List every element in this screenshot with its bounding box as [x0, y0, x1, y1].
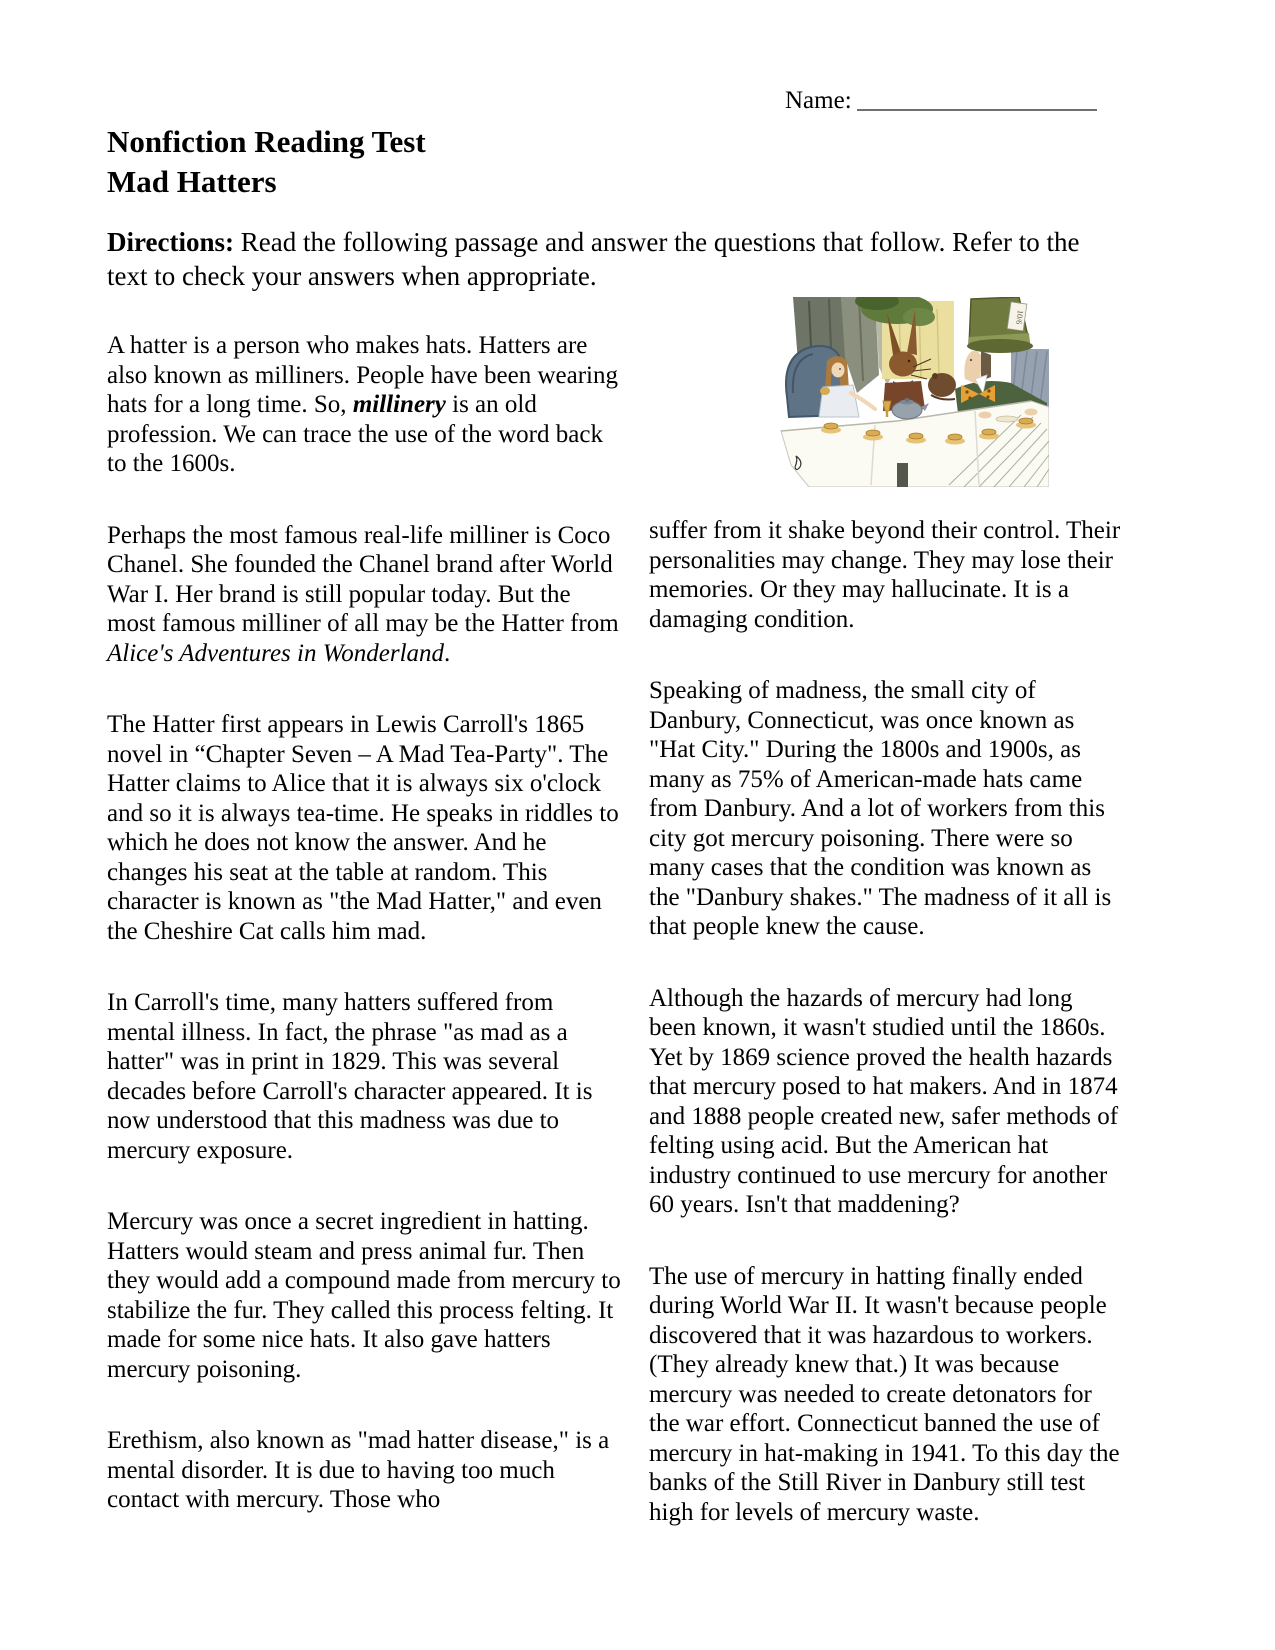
- svg-text:10/6: 10/6: [1014, 309, 1025, 325]
- passage-columns: [107, 293, 1122, 1527]
- left-column: [107, 293, 625, 1527]
- title-line-2: Mad Hatters: [107, 164, 277, 199]
- directions-label: Directions:: [107, 227, 234, 257]
- paragraph-mercury-felting: Mercury was once a secret ingredient in hatting. Hatters would steam and press animal fur. Then they would add a compound made from mercury to stabilize the fur. They called this process felting. It made for some nice hats. It also gave hatters mercury poisoning.: [107, 1208, 621, 1383]
- paragraph-text: A hatter is a person who makes hats. Hatters are also known as milliners. People have been wearing hats for a long time. So,: [107, 332, 618, 418]
- bread-plate: [996, 416, 1018, 422]
- name-label: Name:: [785, 87, 852, 114]
- paragraph-text: Perhaps the most famous real-life milliner is Coco Chanel. She founded the Chanel brand after World War I. Her brand is still popular today. But the most famous milliner of all may be the Hatter from: [107, 521, 619, 637]
- paragraph-coco-chanel: [107, 521, 625, 669]
- page-title: [107, 122, 1122, 202]
- paragraph-text: is an old profession. We can trace the use of the word back to the 1600s.: [107, 391, 603, 477]
- title-line-1: Nonfiction Reading Test: [107, 124, 426, 159]
- paragraph-hatter-definition: [107, 331, 625, 479]
- paragraph-mad-as-a-hatter: In Carroll's time, many hatters suffered from mental illness. In fact, the phrase "as mad as a hatter" was in print in 1829. This was several decades before Carroll's character appeared. It is now understood that this madness was due to mercury exposure.: [107, 989, 593, 1164]
- paragraph-mad-tea-party: The Hatter first appears in Lewis Carroll's 1865 novel in “Chapter Seven – A Mad Tea-Party". The Hatter claims to Alice that it is always six o'clock and so it is always tea-time. He speaks in riddles to which he does not know the answer. And he changes his seat at the table at random. This character is known as "the Mad Hatter," and even the Cheshire Cat calls him mad.: [107, 711, 619, 945]
- millinery-term: millinery: [352, 391, 446, 418]
- directions-text: Read the following passage and answer the questions that follow. Refer to the text to check your answers when appropriate.: [107, 227, 1080, 291]
- paragraph-erethism-symptoms: suffer from it shake beyond their control. Their personalities may change. They may lose their memories. Or they may hallucinate. It is a damaging condition.: [649, 517, 1121, 633]
- right-column: [649, 293, 1121, 1527]
- hat-price-tag: [1007, 302, 1027, 331]
- name-row: [107, 86, 1122, 116]
- paragraph-erethism: Erethism, also known as "mad hatter disease," is a mental disorder. It is due to having too much contact with mercury. Those who: [107, 1427, 610, 1513]
- tea-party-illustration: [779, 297, 1049, 487]
- name-blank-line: [857, 109, 1097, 111]
- book-title: Alice's Adventures in Wonderland: [107, 639, 445, 667]
- paragraph-text: .: [444, 639, 451, 667]
- paragraph-mercury-hazards: Although the hazards of mercury had long been known, it wasn't studied until the 1860s. Yet by 1869 science proved the health hazards that mercury posed to hat makers. And in 1874 and 1888 people created new, safer methods of felting using acid. But the American hat industry continued to use mercury for another 60 years. Isn't that maddening?: [649, 984, 1119, 1218]
- table-leg: [897, 463, 908, 487]
- paragraph-danbury: Speaking of madness, the small city of Danbury, Connecticut, was once known as "Hat City." During the 1800s and 1900s, as many as 75% of American-made hats came from Danbury. And a lot of workers from this city got mercury poisoning. There were so many cases that the condition was known as the "Danbury shakes." The madness of it all is that people knew the cause.: [649, 677, 1112, 940]
- directions: [107, 226, 1122, 293]
- paragraph-mercury-ban: The use of mercury in hatting finally ended during World War II. It wasn't because people discovered that it was hazardous to workers. (They already knew that.) It was because mercury was needed to create detonators for the war effort. Connecticut banned the use of mercury in hat-making in 1941. To this day the banks of the Still River in Danbury still test high for levels of mercury waste.: [649, 1262, 1120, 1526]
